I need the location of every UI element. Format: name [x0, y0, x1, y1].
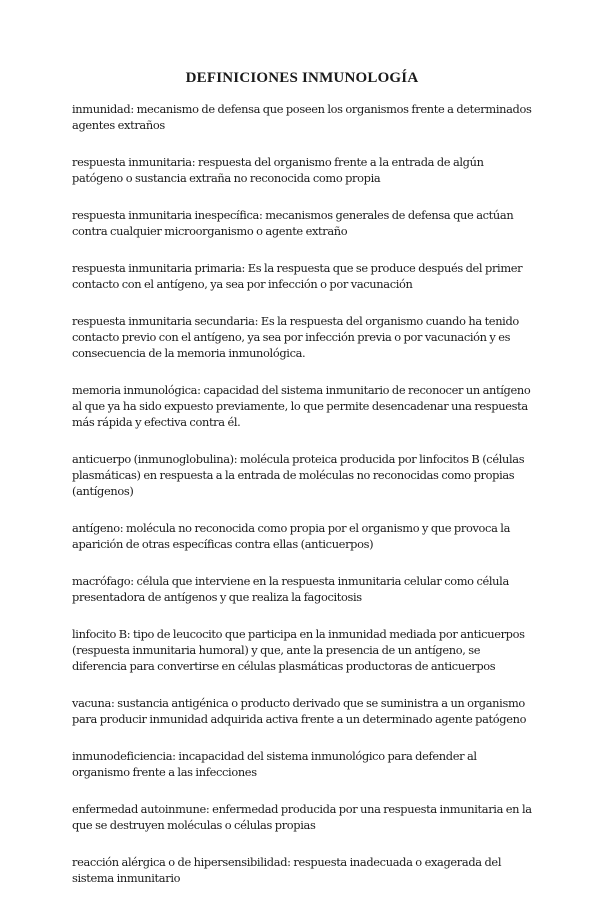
- definition-respuesta-inespecifica: respuesta inmunitaria inespecífica: mecanismos generales de defensa que actúan contra cualquier microorganismo o agente extraño: [72, 208, 514, 238]
- definition-macrofago: macrófago: célula que interviene en la respuesta inmunitaria celular como célula presentadora de antígenos y que realiza la fagocitosis: [72, 574, 509, 604]
- definition-respuesta-inmunitaria: respuesta inmunitaria: respuesta del organismo frente a la entrada de algún patógeno o sustancia extraña no reconocida como propia: [72, 155, 484, 185]
- definition-inmunidad: inmunidad: mecanismo de defensa que poseen los organismos frente a determinados agentes extraños: [72, 102, 532, 132]
- definition-memoria-inmunologica: memoria inmunológica: capacidad del sistema inmunitario de reconocer un antígeno al que ya ha sido expuesto previamente, lo que permite desencadenar una respuesta más rápida y efectiva contra él.: [72, 383, 531, 429]
- page-title: DEFINICIONES INMUNOLOGÍA: [185, 70, 419, 86]
- definition-antigeno: antígeno: molécula no reconocida como propia por el organismo y que provoca la aparición de otras específicas contra ellas (anticuerpos): [72, 521, 511, 551]
- definition-anticuerpo: anticuerpo (inmunoglobulina): molécula proteica producida por linfocitos B (células plasmáticas) en respuesta a la entrada de moléculas no reconocidas como propias (antígenos): [72, 452, 525, 498]
- definition-vacuna: vacuna: sustancia antigénica o producto derivado que se suministra a un organismo para producir inmunidad adquirida activa frente a un determinado agente patógeno: [72, 696, 527, 726]
- definition-inmunodeficiencia: inmunodeficiencia: incapacidad del sistema inmunológico para defender al organismo frente a las infecciones: [72, 749, 477, 779]
- definition-respuesta-primaria: respuesta inmunitaria primaria: Es la respuesta que se produce después del primer contacto con el antígeno, ya sea por infección o por vacunación: [72, 261, 523, 291]
- definition-reaccion-alergica: reacción alérgica o de hipersensibilidad: respuesta inadecuada o exagerada del sistema inmunitario: [72, 855, 502, 885]
- document-page: [72, 70, 532, 907]
- definition-respuesta-secundaria: respuesta inmunitaria secundaria: Es la respuesta del organismo cuando ha tenido contacto previo con el antígeno, ya sea por infección previa o por vacunación y es consecuencia de la memoria inmunológica.: [72, 314, 519, 360]
- definition-linfocito-b: linfocito B: tipo de leucocito que participa en la inmunidad mediada por anticuerpos (respuesta inmunitaria humoral) y que, ante la presencia de un antígeno, se diferencia para convertirse en células plasmáticas productoras de anticuerpos: [72, 627, 525, 673]
- definition-enfermedad-autoinmune: enfermedad autoinmune: enfermedad producida por una respuesta inmunitaria en la que se destruyen moléculas o células propias: [72, 802, 532, 832]
